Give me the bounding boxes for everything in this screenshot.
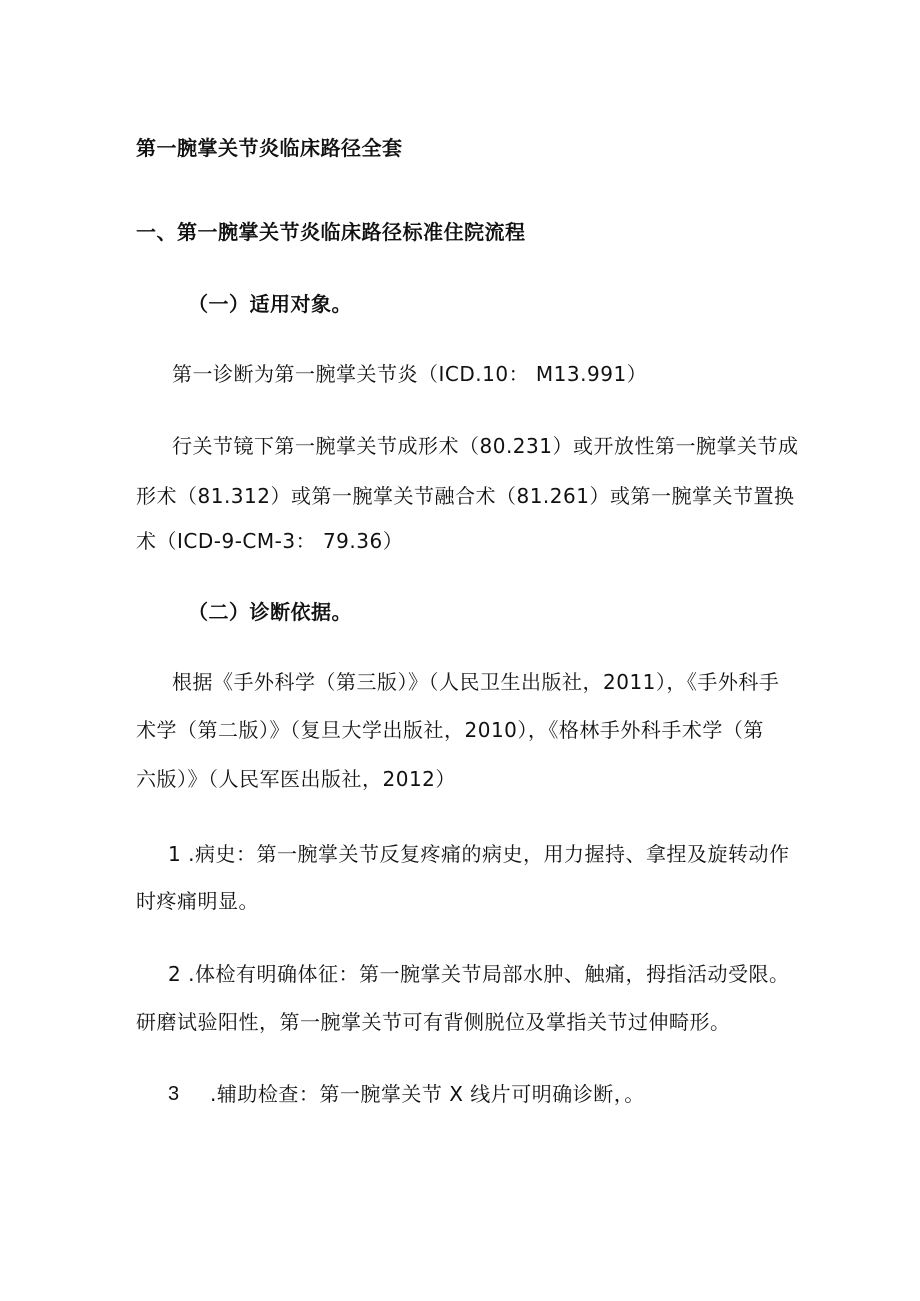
document-title: 第一腕掌关节炎临床路径全套 xyxy=(136,136,403,160)
paragraph-references-line-3: 六版）》（人民军医出版社，2012） xyxy=(136,767,456,791)
paragraph-procedures-line-3: 术（ICD-9-CM-3： 79.36） xyxy=(136,529,404,553)
list-item-auxiliary-text: .辅助检查：第一腕掌关节 X 线片可明确诊断，。 xyxy=(210,1082,645,1106)
paragraph-references-line-2: 术学（第二版）》（复旦大学出版社，2010），《格林手外科手术学（第 xyxy=(136,718,764,742)
paragraph-procedures-line-1: 行关节镜下第一腕掌关节成形术（80.231）或开放性第一腕掌关节成 xyxy=(172,434,799,458)
list-item-history-line-1: 1 .病史：第一腕掌关节反复疼痛的病史，用力握持、拿捏及旋转动作 xyxy=(168,842,790,866)
list-item-exam-line-1: 2 .体检有明确体征：第一腕掌关节局部水肿、触痛，拇指活动受限。 xyxy=(168,962,790,986)
list-item-auxiliary-number: 3 xyxy=(168,1083,180,1105)
paragraph-procedures-line-2: 形术（81.312）或第一腕掌关节融合术（81.261）或第一腕掌关节置换 xyxy=(136,484,795,508)
paragraph-diagnosis-code: 第一诊断为第一腕掌关节炎（ICD.10： M13.991） xyxy=(172,362,648,386)
list-item-history-line-2: 时疼痛明显。 xyxy=(136,889,259,913)
subsection-heading-applicable: （一）适用对象。 xyxy=(188,292,352,316)
paragraph-references-line-1: 根据《手外科学（第三版）》（人民卫生出版社，2011），《手外科手 xyxy=(172,670,780,694)
subsection-heading-diagnosis: （二）诊断依据。 xyxy=(188,600,352,624)
list-item-exam-line-2: 研磨试验阳性，第一腕掌关节可有背侧脱位及掌指关节过伸畸形。 xyxy=(136,1010,731,1034)
section-heading-1: 一、第一腕掌关节炎临床路径标准住院流程 xyxy=(136,220,526,244)
